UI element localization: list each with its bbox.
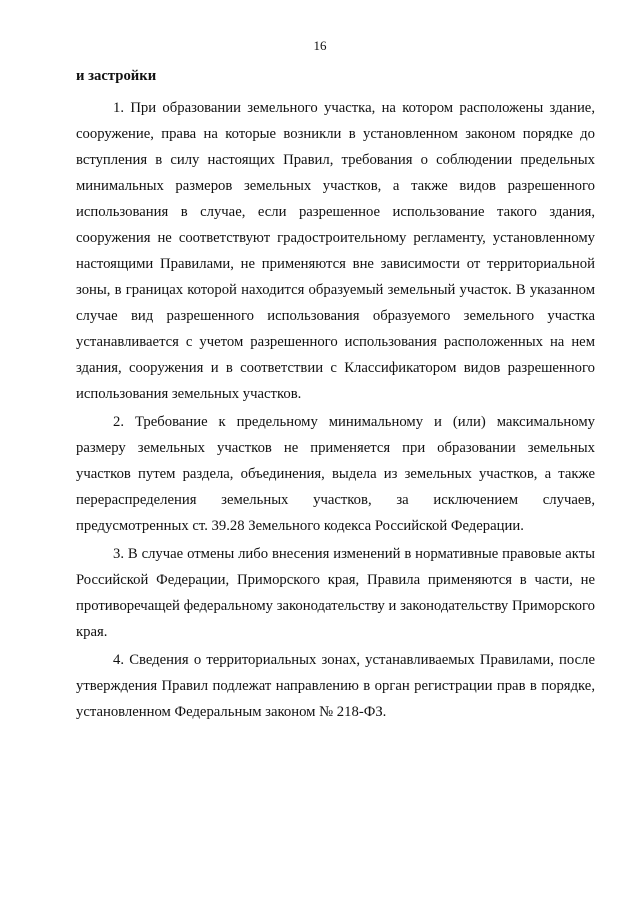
paragraph-2: 2. Требование к предельному минимальному и (или) максимальному размеру земельных участков не применяется при образовании земельных участков путем раздела, объединения, выдела из земельных участков, а также перераспределения земельных участков, за исключением случаев, предусмотренных ст. 39.28 Земельного кодекса Российской Федерации. xyxy=(76,414,595,534)
section-heading: и застройки xyxy=(76,68,157,84)
paragraph-3: 3. В случае отмены либо внесения изменений в нормативные правовые акты Российской Федерации, Приморского края, Правила применяются в части, не противоречащей федеральному законодательству и законодательству Приморского края. xyxy=(76,546,595,640)
paragraph-4: 4. Сведения о территориальных зонах, устанавливаемых Правилами, после утверждения Правил подлежат направлению в орган регистрации прав в порядке, установленном Федеральным законом № 218-ФЗ. xyxy=(76,652,595,720)
paragraph-1: 1. При образовании земельного участка, на котором расположены здание, сооружение, права на которые возникли в установленном законом порядке до вступления в силу настоящих Правил, требования о соблюдении предельных минимальных размеров земельных участков, а также видов разрешенного использования в случае, если разрешенное использование такого здания, сооружения не соответствуют градостроительному регламенту, установленному настоящими Правилами, не применяются вне зависимости от территориальной зоны, в границах которой находится образуемый земельный участок. В указанном случае вид разрешенного использования образуемого земельного участка устанавливается с учетом разрешенного использования расположенных на нем здания, сооружения и в соответствии с Классификатором видов разрешенного использования земельных участков. xyxy=(76,100,595,402)
page-number: 16 xyxy=(313,38,327,53)
document-body xyxy=(76,66,595,725)
